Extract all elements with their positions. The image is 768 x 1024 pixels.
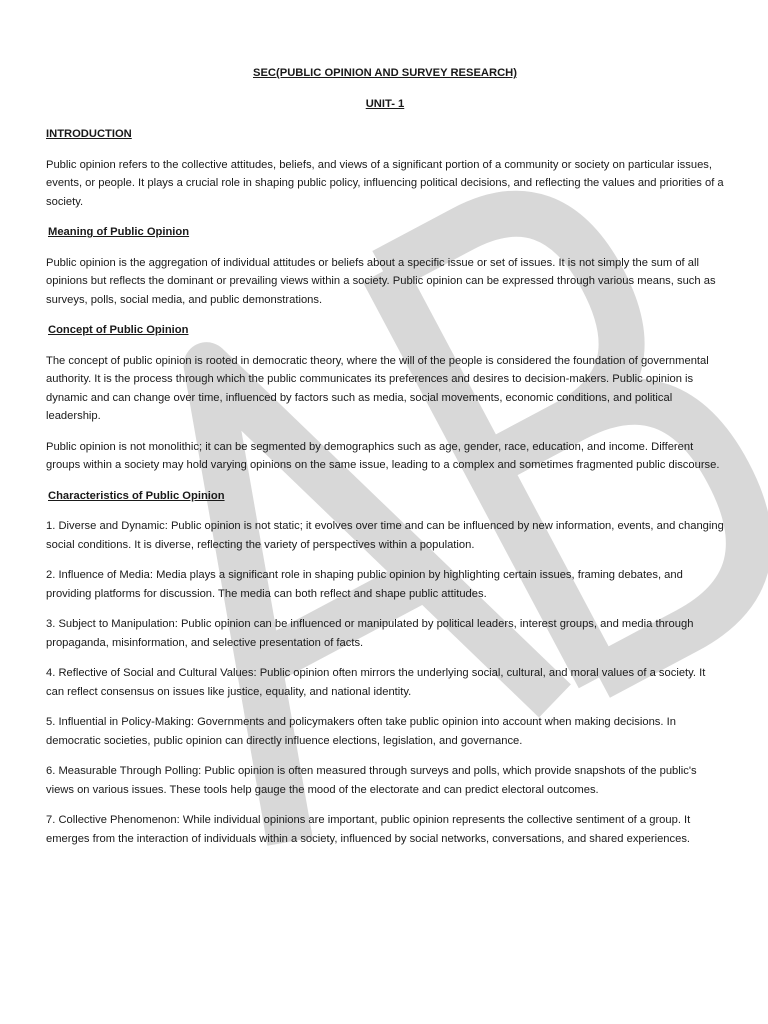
unit-title: UNIT- 1 — [365, 97, 405, 110]
characteristic-item: 5. Influential in Policy-Making: Governments and policymakers often take public opinion into account when making decisions. In democratic societies, public opinion can directly influence elections, legislation, and governance. — [46, 716, 676, 747]
concept-paragraph-1: The concept of public opinion is rooted in democratic theory, where the will of the people is considered the foundation of governmental authority. It is the process through which the public communicates its preferences and desires to decision-makers. Public opinion is dynamic and can change over time, influenced by factors such as media, social movements, economic conditions, and political leadership. — [46, 354, 709, 422]
concept-paragraph-2: Public opinion is not monolithic; it can be segmented by demographics such as age, gender, race, education, and income. Different groups within a society may hold varying opinions on the same issue, leading to a complex and sometimes fragmented public discourse. — [46, 440, 720, 471]
characteristics-heading: Characteristics of Public Opinion — [48, 489, 225, 502]
characteristic-item: 1. Diverse and Dynamic: Public opinion is not static; it evolves over time and can be influenced by new information, events, and changing social conditions. It is diverse, reflecting the variety of perspectives within a population. — [46, 520, 724, 551]
characteristic-item: 2. Influence of Media: Media plays a significant role in shaping public opinion by highlighting certain issues, framing debates, and providing platforms for discussion. The media can both reflect and shape public attitudes. — [46, 569, 683, 600]
characteristic-item: 7. Collective Phenomenon: While individual opinions are important, public opinion represents the collective sentiment of a group. It emerges from the interaction of individuals within a society, influenced by social networks, conversations, and shared experiences. — [46, 814, 691, 845]
characteristic-item: 3. Subject to Manipulation: Public opinion can be influenced or manipulated by political leaders, interest groups, and media through propaganda, misinformation, and selective presentation of facts. — [46, 618, 694, 649]
characteristic-item: 6. Measurable Through Polling: Public opinion is often measured through surveys and polls, which provide snapshots of the public's views on various issues. These tools help gauge the mood of the electorate and can predict electoral outcomes. — [46, 765, 697, 796]
concept-heading: Concept of Public Opinion — [48, 324, 189, 336]
introduction-paragraph: Public opinion refers to the collective attitudes, beliefs, and views of a significant portion of a community or society on particular issues, events, or people. It plays a crucial role in shaping public policy, influencing political decisions, and reflecting the values and priorities of a society. — [46, 158, 724, 208]
introduction-heading: INTRODUCTION — [46, 128, 132, 140]
characteristic-item: 4. Reflective of Social and Cultural Values: Public opinion often mirrors the underlying social, cultural, and moral values of a society. It can reflect consensus on issues like justice, equality, and national identity. — [46, 667, 706, 698]
meaning-heading: Meaning of Public Opinion — [48, 226, 190, 238]
document-title: SEC(PUBLIC OPINION AND SURVEY RESEARCH) — [253, 67, 517, 79]
meaning-paragraph: Public opinion is the aggregation of individual attitudes or beliefs about a specific issue or set of issues. It is not simply the sum of all opinions but reflects the dominant or prevailing views within a society. Public opinion can be expressed through various means, such as surveys, polls, social media, and public demonstrations. — [46, 256, 716, 306]
